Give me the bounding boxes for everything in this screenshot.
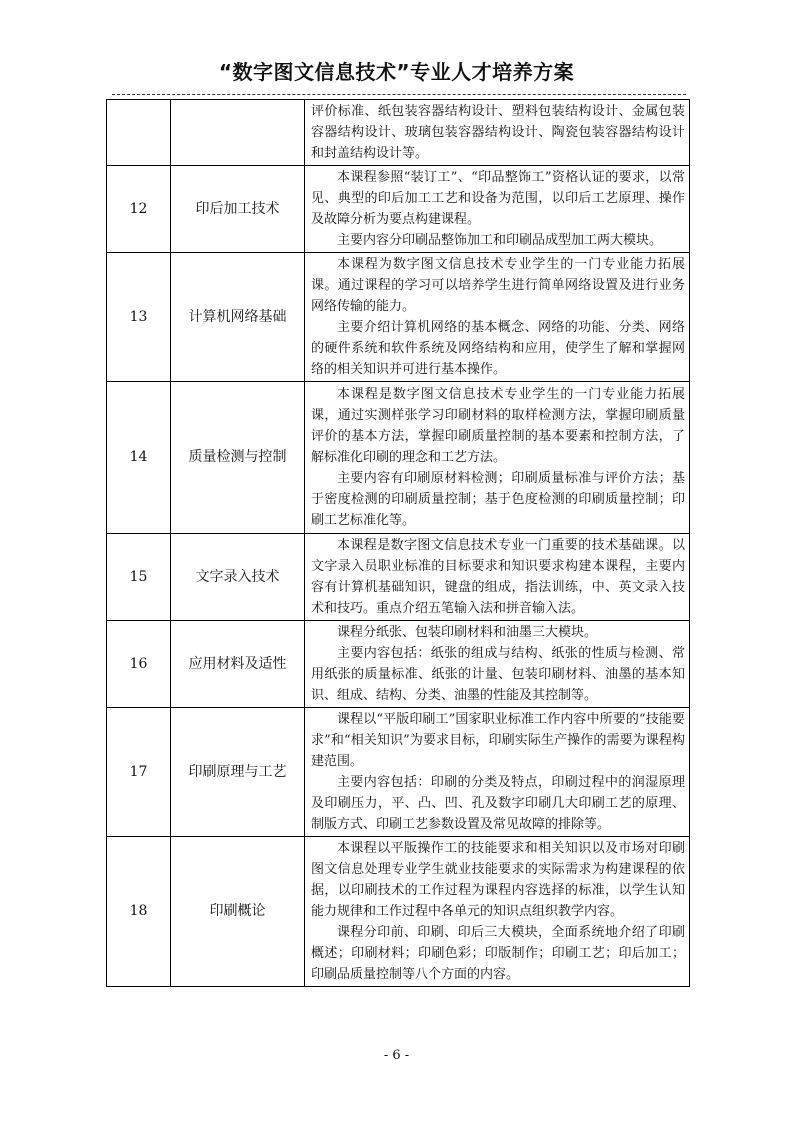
course-name: 文字录入技术 [171, 534, 305, 621]
course-name: 质量检测与控制 [171, 382, 305, 534]
course-paragraph: 本课程是数字图文信息技术专业一门重要的技术基础课。以文字录入员职业标准的目标要求和知识要求构建本课程，主要内容有计算机基础知识，键盘的组成，指法训练，中、英文录入技术和技巧。重点介绍五笔输入法和拼音输入法。 [311, 538, 685, 616]
table-row [107, 534, 690, 621]
course-name: 应用材料及适性 [171, 621, 305, 708]
course-paragraph: 主要介绍计算机网络的基本概念、网络的功能、分类、网络的硬件系统和软件系统及网络结构和应用，使学生了解和掌握网络的相关知识并可进行基本操作。 [311, 320, 685, 377]
page-title: “数字图文信息技术”专业人才培养方案 [218, 60, 575, 84]
course-description [305, 708, 690, 837]
table-row [107, 253, 690, 382]
course-paragraph: 主要内容有印刷原材料检测；印刷质量标准与评价方法；基于密度检测的印刷质量控制；基于色度检测的印刷质量控制；印刷工艺标准化等。 [311, 471, 685, 528]
course-paragraph: 课程分纸张、包装印刷材料和油墨三大模块。 [337, 625, 598, 640]
course-paragraph: 评价标准、纸包装容器结构设计、塑料包装结构设计、金属包装容器结构设计、玻璃包装容器结构设计、陶瓷包装容器结构设计和封盖结构设计等。 [311, 104, 685, 161]
course-number: 13 [107, 253, 171, 382]
course-paragraph: 本课程为数字图文信息技术专业学生的一门专业能力拓展课。通过课程的学习可以培养学生进行简单网络设置及进行业务网络传输的能力。 [311, 257, 685, 314]
table-row [107, 621, 690, 708]
course-number: 12 [107, 166, 171, 253]
course-paragraph: 本课程以平版操作工的技能要求和相关知识以及市场对印刷图文信息处理专业学生就业技能要求的实际需求为构建课程的依据，以印刷技术的工作过程为课程内容选择的标准，以学生认知能力规律和工作过程中各单元的知识点组织教学内容。 [311, 841, 685, 919]
course-description [305, 100, 690, 166]
course-paragraph: 主要内容包括：纸张的组成与结构、纸张的性质与检测、常用纸张的质量标准、纸张的计量、包装印刷材料、油墨的基本知识、组成、结构、分类、油墨的性能及其控制等。 [311, 646, 685, 703]
course-number: 14 [107, 382, 171, 534]
course-name: 印后加工技术 [171, 166, 305, 253]
table-row [107, 382, 690, 534]
table-row [107, 837, 690, 987]
page-number: - 6 - [383, 1048, 410, 1063]
course-name [171, 100, 305, 166]
course-description [305, 837, 690, 987]
course-number: 16 [107, 621, 171, 708]
course-table [106, 99, 690, 987]
course-description [305, 166, 690, 253]
header-dashed-rule [112, 94, 686, 95]
course-description [305, 534, 690, 621]
table-row [107, 166, 690, 253]
course-number: 17 [107, 708, 171, 837]
course-paragraph: 课程分印前、印刷、印后三大模块，全面系统地介绍了印刷概述；印刷材料；印刷色彩；印版制作；印刷工艺；印后加工；印刷品质量控制等八个方面的内容。 [311, 925, 685, 982]
course-number: 18 [107, 837, 171, 987]
course-number [107, 100, 171, 166]
course-paragraph: 主要内容分印刷品整饰加工和印刷品成型加工两大模块。 [337, 233, 663, 248]
course-paragraph: 本课程参照“装订工”、“印品整饰工”资格认证的要求，以常见、典型的印后加工工艺和设备为范围，以印后工艺原理、操作及故障分析为要点构建课程。 [311, 170, 685, 227]
course-number: 15 [107, 534, 171, 621]
course-paragraph: 主要内容包括：印刷的分类及特点，印刷过程中的润湿原理及印刷压力，平、凸、凹、孔及数字印刷几大印刷工艺的原理、制版方式、印刷工艺参数设置及常见故障的排除等。 [311, 775, 685, 832]
course-name: 计算机网络基础 [171, 253, 305, 382]
course-paragraph: 课程以“平版印刷工”国家职业标准工作内容中所要的“技能要求”和“相关知识”为要求目标，印刷实际生产操作的需要为课程构建范围。 [311, 712, 685, 769]
course-description [305, 253, 690, 382]
course-description [305, 621, 690, 708]
table-row [107, 100, 690, 166]
course-paragraph: 本课程是数字图文信息技术专业学生的一门专业能力拓展课，通过实测样张学习印刷材料的取样检测方法，掌握印刷质量评价的基本方法，掌握印刷质量控制的基本要素和控制方法，了解标准化印刷的理念和工艺方法。 [311, 387, 685, 465]
course-name: 印刷概论 [171, 837, 305, 987]
course-description [305, 382, 690, 534]
table-row [107, 708, 690, 837]
course-name: 印刷原理与工艺 [171, 708, 305, 837]
